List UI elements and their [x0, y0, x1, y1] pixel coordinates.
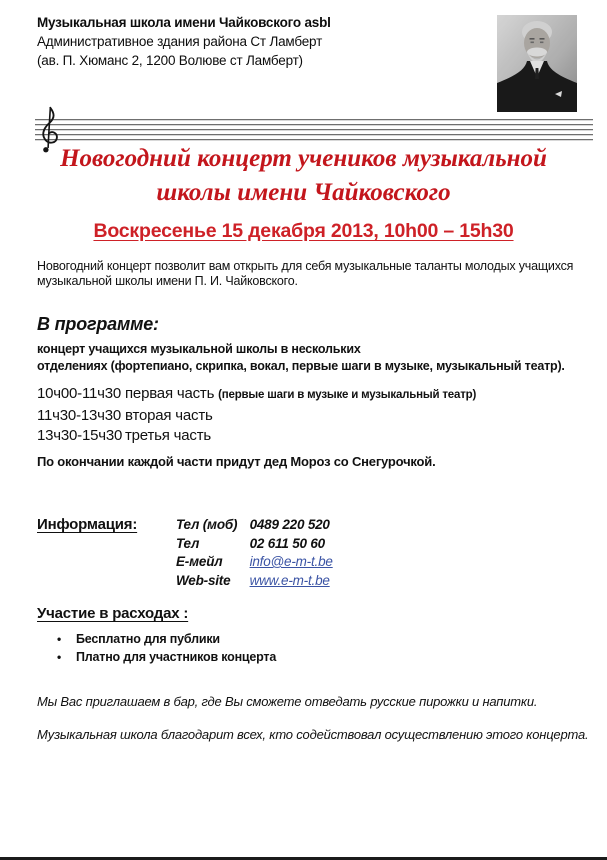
- page-title-line-2: школы имени Чайковского: [156, 179, 451, 206]
- schedule-row: [37, 406, 592, 427]
- schedule-time: 13ч30-15ч30: [37, 427, 123, 444]
- schedule-time: 10ч00-11ч30: [37, 385, 122, 402]
- schedule-row: [37, 426, 592, 447]
- schedule-time: 11ч30-13ч30: [37, 406, 122, 424]
- program-description-line-1: концерт учащихся музыкальной школы в нескольких: [37, 342, 361, 356]
- schedule: [37, 384, 592, 447]
- contact-row-website: [176, 572, 333, 591]
- address-line-1: Административное здания района Ст Ламберт: [37, 34, 323, 49]
- phone-value: 02 611 50 60: [249, 535, 325, 551]
- contact-label: Тел (моб): [176, 517, 238, 532]
- schedule-part: первая часть: [125, 385, 215, 402]
- list-item: • Бесплатно для публики: [57, 631, 276, 649]
- contact-row-email: [176, 553, 333, 572]
- participation-list: [57, 631, 276, 666]
- school-name: Музыкальная школа имени Чайковского asbl: [37, 15, 331, 30]
- contact-row-phone: [176, 535, 333, 554]
- address-line-2: (ав. П. Хюманс 2, 1200 Волюве ст Ламберт): [37, 53, 303, 68]
- program-heading: В программе:: [37, 314, 159, 334]
- page-title: [0, 142, 607, 210]
- music-staff: [35, 119, 593, 141]
- contact-block: [176, 516, 333, 590]
- contact-label: Е-мейл: [176, 554, 223, 569]
- list-item: • Платно для участников концерта: [57, 649, 276, 667]
- info-heading: Информация:: [37, 516, 138, 533]
- contact-label: Web-site: [176, 572, 231, 588]
- contact-row-phone-mobile: [176, 516, 333, 535]
- schedule-row: [37, 384, 592, 406]
- program-description: [37, 341, 592, 374]
- schedule-part: вторая часть: [125, 406, 213, 424]
- schedule-note: (первые шаги в музыке и музыкальный театр): [218, 389, 477, 401]
- phone-mobile-value: 0489 220 520: [249, 517, 330, 532]
- tchaikovsky-portrait: [497, 15, 577, 112]
- schedule-part: третья часть: [125, 427, 211, 444]
- thanks-note: Музыкальная школа благодарит всех, кто содействовал осуществлению этого концерта.: [37, 727, 589, 742]
- email-link[interactable]: info@e-m-t.be: [249, 554, 333, 569]
- participation-heading: Участие в расходах :: [37, 605, 189, 622]
- bar-invitation-note: Мы Вас приглашаем в бар, где Вы сможете отведать русские пирожки и напитки.: [37, 694, 538, 709]
- header: [37, 13, 467, 70]
- page-title-line-1: Новогодний концерт учеников музыкальной: [60, 145, 547, 172]
- website-link[interactable]: www.e-m-t.be: [249, 572, 330, 588]
- event-date: Воскресенье 15 декабря 2013, 10h00 – 15h30: [93, 220, 514, 242]
- santa-note: По окончании каждой части придут дед Мороз со Снегурочкой.: [37, 454, 436, 469]
- contact-label: Тел: [176, 535, 200, 551]
- program-description-line-2: отделениях (фортепиано, скрипка, вокал, первые шаги в музыке, музыкальный театр).: [37, 358, 565, 373]
- intro-paragraph: Новогодний концерт позволит вам открыть для себя музыкальные таланты молодых учащихся музыкальной школы имени П. И. Чайковского.: [37, 259, 574, 288]
